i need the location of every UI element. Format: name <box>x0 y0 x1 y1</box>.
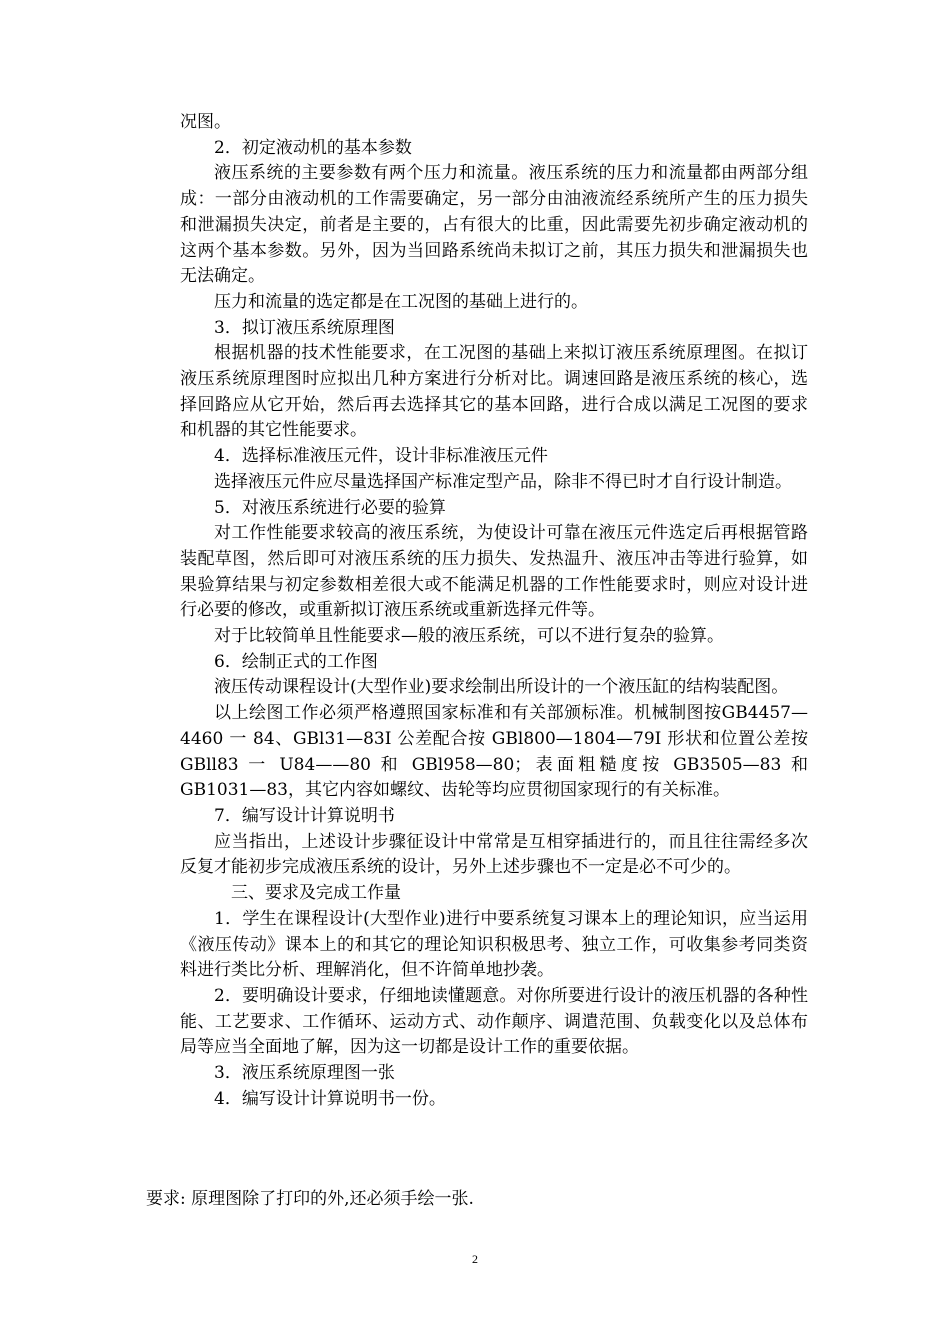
section-heading: 7．编写设计计算说明书 <box>214 805 395 826</box>
section-heading: 3．拟订液压系统原理图 <box>214 317 395 338</box>
paragraph: 况图。 <box>180 112 231 132</box>
list-item: 4．编写设计计算说明书一份。 <box>214 1088 446 1109</box>
paragraph: 对于比较简单且性能要求—般的液压系统，可以不进行复杂的验算。 <box>214 626 724 647</box>
section-heading: 4．选择标准液压元件，设计非标准液压元件 <box>214 446 548 467</box>
paragraph: 根据机器的技术性能要求，在工况图的基础上来拟订液压系统原理图。在拟订液压系统原理图时应拟出几种方案进行分析对比。调速回路是液压系统的核心，选择回路应从它开始，然后再去选择其它的基本回路，进行合成以满足工况图的要求和机器的其它性能要求。 <box>180 343 808 441</box>
paragraph: 1．学生在课程设计(大型作业)进行中要系统复习课本上的理论知识，应当运用《液压传动》课本上的和其它的理论知识积极思考、独立工作，可收集参考同类资料进行类比分析、理解消化，但不许简单地抄袭。 <box>180 908 808 981</box>
section-heading: 2．初定液动机的基本参数 <box>214 137 412 158</box>
paragraph: 选择液压元件应尽量选择国产标准定型产品，除非不得已时才自行设计制造。 <box>214 471 792 492</box>
paragraph: 压力和流量的选定都是在工况图的基础上进行的。 <box>214 291 588 312</box>
requirement-note: 要求: 原理图除了打印的外,还必须手绘一张. <box>146 1189 474 1209</box>
paragraph: 液压传动课程设计(大型作业)要求绘制出所设计的一个液压缸的结构装配图。 <box>214 677 789 698</box>
document-body <box>180 110 808 1112</box>
section-heading: 6．绘制正式的工作图 <box>214 651 378 672</box>
paragraph: 以上绘图工作必须严格遵照国家标准和有关部颁标准。机械制图按GB4457—4460 一 84、GBl31—83I 公差配合按 GBl800—1804—79I 形状和位置公差按 GBll83 一 U84——80 和 GBl958—80；表面粗糙度按 GB3505—83 和 GB1031—83，其它内容如螺纹、齿轮等均应贯彻国家现行的有关标准。 <box>180 703 808 801</box>
page-number: 2 <box>472 1252 478 1266</box>
paragraph: 对工作性能要求较高的液压系统，为使设计可靠在液压元件选定后再根据管路装配草图，然后即可对液压系统的压力损失、发热温升、液压冲击等进行验算，如果验算结果与初定参数相差很大或不能满足机器的工作性能要求时，则应对设计进行必要的修改，或重新拟订液压系统或重新选择元件等。 <box>180 523 808 621</box>
list-item: 3．液压系统原理图一张 <box>214 1063 395 1084</box>
paragraph: 液压系统的主要参数有两个压力和流量。液压系统的压力和流量都由两部分组成：一部分由液动机的工作需要确定，另一部分由油液流经系统所产生的压力损失和泄漏损失决定，前者是主要的，占有很大的比重，因此需要先初步确定液动机的这两个基本参数。另外，因为当回路系统尚未拟订之前，其压力损失和泄漏损失也无法确定。 <box>180 163 808 287</box>
chapter-heading: 三、要求及完成工作量 <box>231 883 401 904</box>
paragraph: 2．要明确设计要求，仔细地读懂题意。对你所要进行设计的液压机器的各种性能、工艺要求、工作循环、运动方式、动作颠序、调遣范围、负载变化以及总体布局等应当全面地了解，因为这一切都是设计工作的重要依据。 <box>180 985 808 1058</box>
paragraph: 应当指出，上述设计步骤征设计中常常是互相穿插进行的，而且往往需经多次反复才能初步完成液压系统的设计，另外上述步骤也不一定是必不可少的。 <box>180 831 808 878</box>
section-heading: 5．对液压系统进行必要的验算 <box>214 497 446 518</box>
